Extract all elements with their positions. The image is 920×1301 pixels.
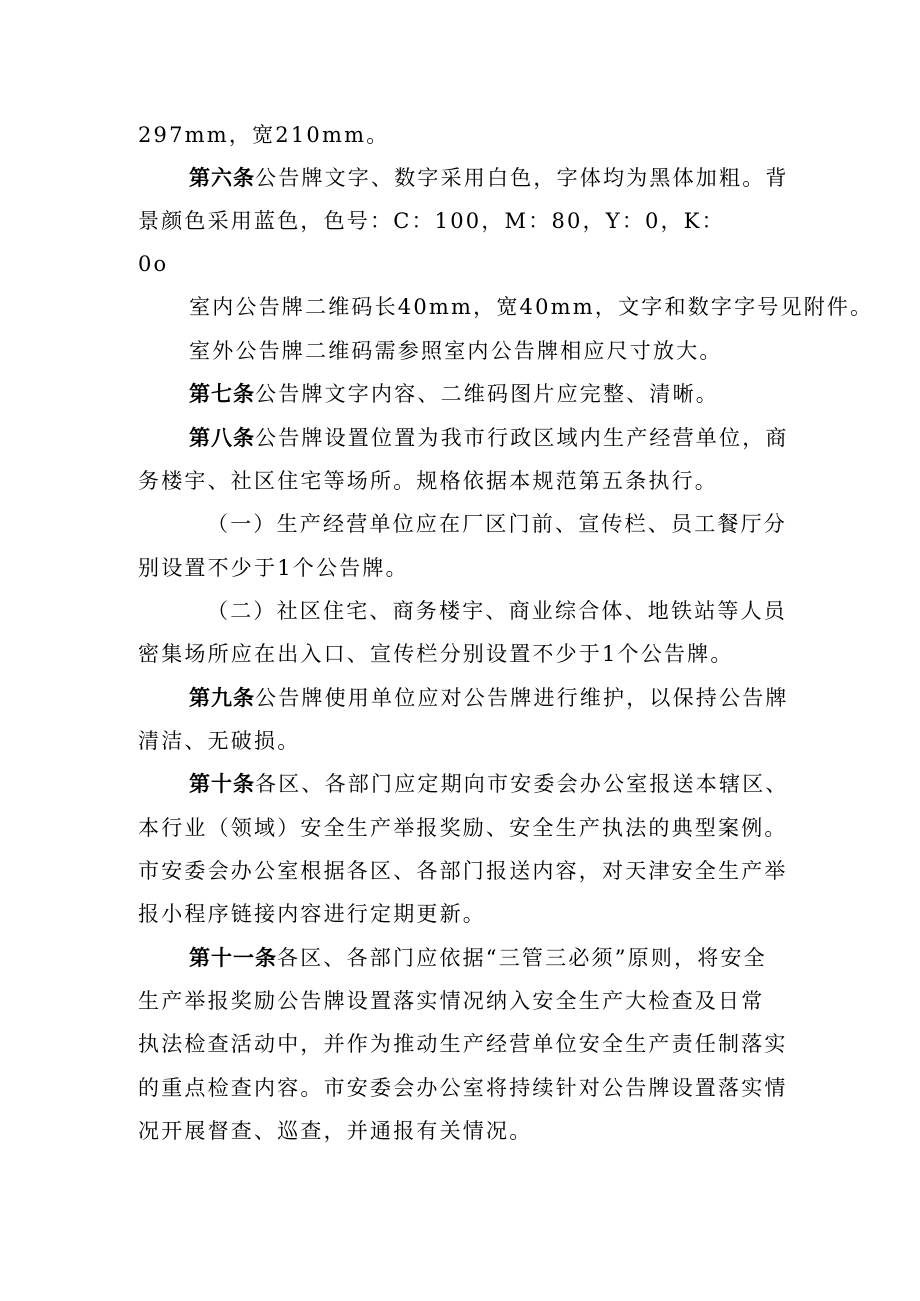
text-line — [138, 726, 300, 756]
text-line — [138, 639, 734, 669]
line-text: 况开展督查、巡查，并通报有关情况。 — [138, 1119, 533, 1143]
text-line — [207, 596, 787, 626]
article-heading: 第八条 — [189, 426, 255, 450]
line-text: 执法检查活动中，并作为推动生产经营单位安全生产责任制落实 — [138, 1032, 788, 1056]
line-text: （一）生产经营单位应在厂区门前、宣传栏、员工餐厅分 — [207, 512, 787, 536]
line-text: 本行业（领域）安全生产举报奖励、安全生产执法的典型案例。 — [138, 816, 788, 840]
text-line — [138, 120, 389, 150]
article-8-line — [189, 423, 789, 453]
article-heading: 第十一条 — [189, 946, 277, 970]
line-text: 清洁、无破损。 — [138, 729, 301, 753]
article-9-line — [189, 683, 789, 713]
text-line — [189, 292, 873, 322]
text-line — [138, 206, 725, 236]
article-6-line — [189, 163, 789, 193]
line-text: 景颜色采用蓝色，色号：C：100，M：80，Y：0，K： — [138, 209, 725, 233]
text-line — [138, 986, 764, 1016]
line-text: 生产举报奖励公告牌设置落实情况纳入安全生产大检查及日常 — [138, 989, 765, 1013]
line-text: 0o — [138, 252, 169, 276]
article-heading: 第九条 — [189, 686, 255, 710]
line-text: 别设置不少于1个公告牌。 — [138, 556, 409, 580]
line-text: 公告牌文字内容、二维码图片应完整、清晰。 — [255, 382, 719, 406]
line-text: 的重点检查内容。市安委会办公室将持续针对公告牌设置落实情 — [138, 1076, 788, 1100]
line-text: 务楼宇、社区住宅等场所。规格依据本规范第五条执行。 — [138, 469, 718, 493]
line-text: 报小程序链接内容进行定期更新。 — [138, 902, 486, 926]
text-line — [138, 1029, 788, 1059]
text-line — [207, 509, 787, 539]
line-text: 各区、各部门应依据“三管三必须”原则，将安全 — [277, 946, 767, 970]
article-7-line — [189, 379, 719, 409]
text-line — [138, 553, 409, 583]
line-text: （二）社区住宅、商务楼宇、商业综合体、地铁站等人员 — [207, 599, 787, 623]
text-line — [138, 813, 788, 843]
text-line — [138, 1073, 788, 1103]
text-line — [138, 856, 788, 886]
text-line — [138, 249, 168, 279]
article-10-line — [189, 769, 789, 799]
text-line — [189, 336, 723, 366]
line-text: 室内公告牌二维码长40mm，宽40mm，文字和数字字号见附件。 — [189, 295, 874, 319]
line-text: 公告牌文字、数字采用白色，字体均为黑体加粗。背 — [255, 166, 789, 190]
line-text: 市安委会办公室根据各区、各部门报送内容，对天津安全生产举 — [138, 859, 788, 883]
line-text: 297mm，宽210mm。 — [138, 123, 390, 147]
article-heading: 第六条 — [189, 166, 255, 190]
line-text: 各区、各部门应定期向市安委会办公室报送本辖区、 — [255, 772, 789, 796]
line-text: 室外公告牌二维码需参照室内公告牌相应尺寸放大。 — [189, 339, 723, 363]
text-line — [138, 1116, 532, 1146]
article-11-line — [189, 943, 767, 973]
text-line — [138, 899, 486, 929]
article-heading: 第七条 — [189, 382, 255, 406]
line-text: 公告牌使用单位应对公告牌进行维护，以保持公告牌 — [255, 686, 789, 710]
article-heading: 第十条 — [189, 772, 255, 796]
line-text: 公告牌设置位置为我市行政区域内生产经营单位，商 — [255, 426, 789, 450]
line-text: 密集场所应在出入口、宣传栏分别设置不少于1个公告牌。 — [138, 642, 734, 666]
text-line — [138, 466, 718, 496]
